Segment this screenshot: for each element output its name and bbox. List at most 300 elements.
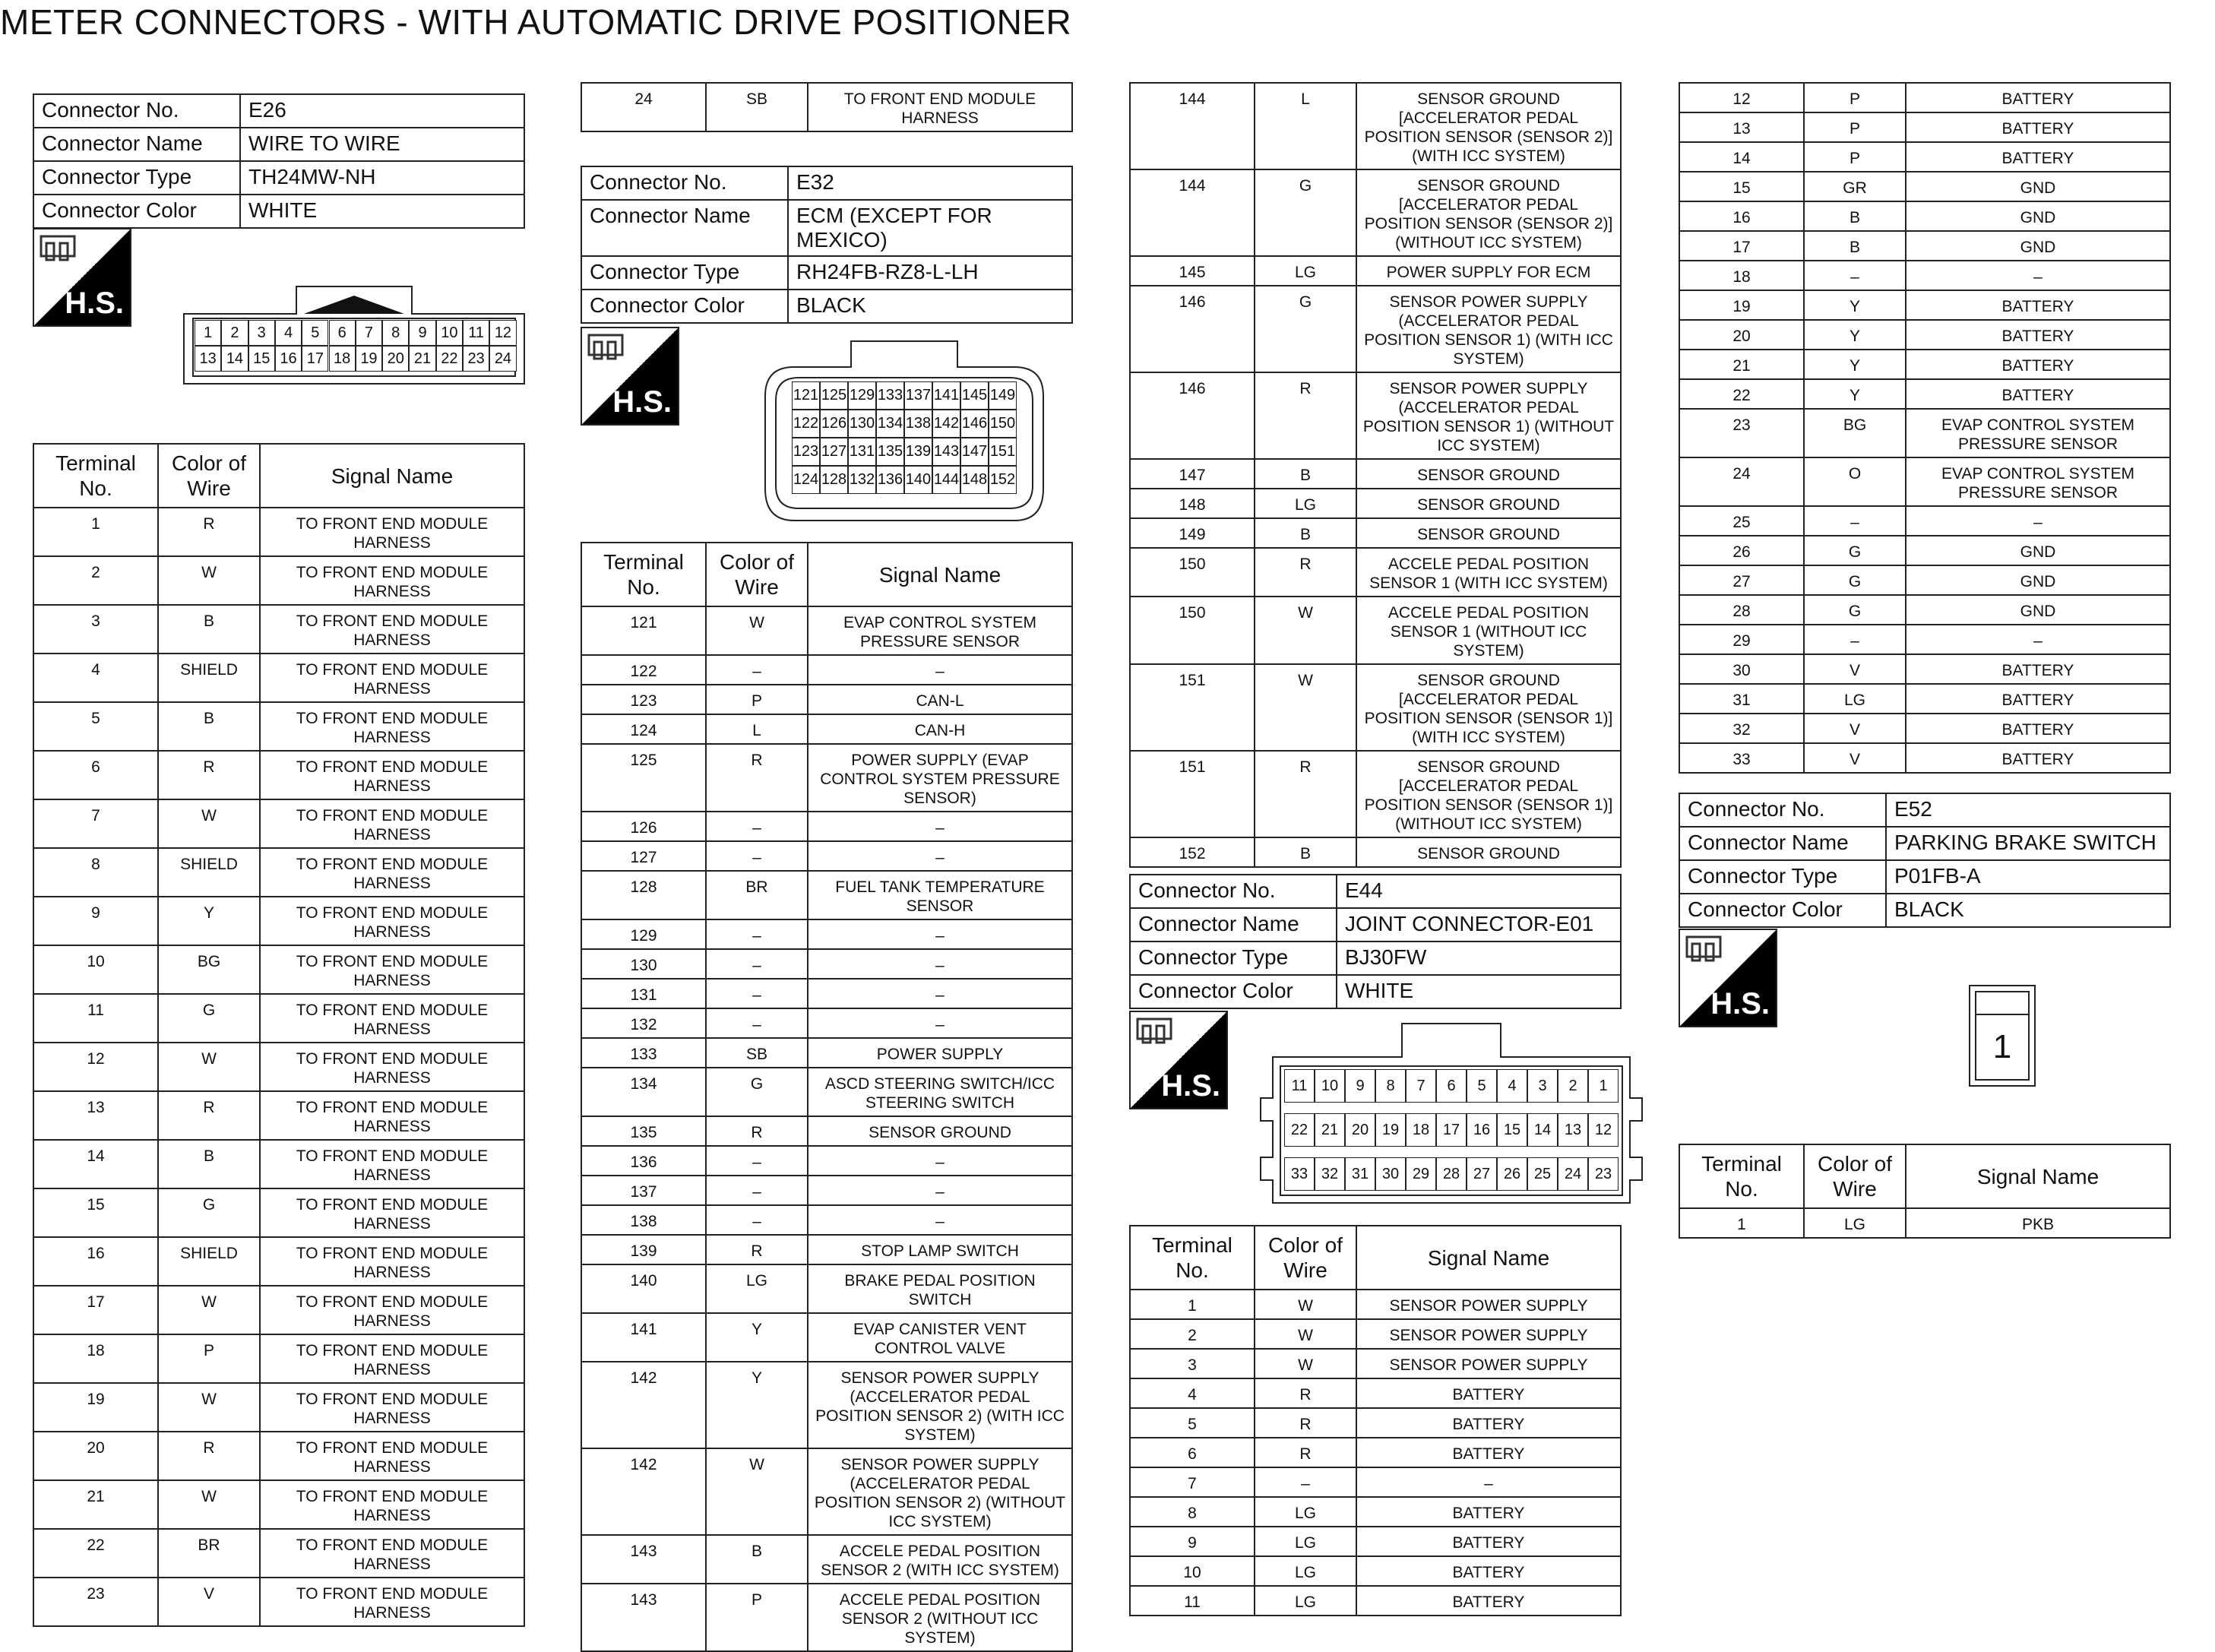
connector-pin: 31 — [1345, 1157, 1375, 1191]
wire-color-cell: P — [1804, 112, 1906, 142]
wire-color-cell: SB — [706, 1038, 808, 1068]
connector-pin: 150 — [989, 410, 1017, 438]
wire-color-cell: L — [1255, 83, 1356, 169]
table-row — [1679, 290, 2170, 320]
wire-color-cell: R — [1255, 1408, 1356, 1438]
connector-pin: 144 — [932, 466, 960, 494]
connector-pin: 10 — [436, 320, 463, 346]
table-row — [1679, 506, 2170, 536]
signal-name-cell: TO FRONT END MODULE HARNESS — [260, 1237, 524, 1286]
wire-color-cell: G — [1804, 595, 1906, 625]
connector-pin: 16 — [275, 346, 302, 372]
terminal-no-cell: 24 — [581, 83, 706, 131]
wire-color-cell: Y — [1804, 350, 1906, 379]
table-row — [1130, 1319, 1621, 1349]
signal-name-cell: SENSOR GROUND — [1356, 518, 1621, 548]
table-row — [1679, 201, 2170, 231]
connector-pin: 11 — [1284, 1069, 1315, 1103]
table-row — [1679, 83, 2170, 112]
signal-name-cell: SENSOR GROUND [ACCELERATOR PEDAL POSITION SENSOR (SENSOR 2)] (WITH ICC SYSTEM) — [1356, 83, 1621, 169]
table-row — [1130, 1438, 1621, 1467]
wire-color-cell: V — [1804, 743, 1906, 773]
connector-pin: 10 — [1315, 1069, 1345, 1103]
signal-name-cell: EVAP CANISTER VENT CONTROL VALVE — [808, 1313, 1072, 1362]
terminal-no-cell: 4 — [33, 654, 158, 702]
header-terminal-no: Terminal No. — [581, 543, 706, 606]
signal-name-cell: SENSOR POWER SUPPLY (ACCELERATOR PEDAL POSITION SENSOR 2) (WITH ICC SYSTEM) — [808, 1362, 1072, 1448]
terminal-no-cell: 143 — [581, 1584, 706, 1651]
wire-color-cell: W — [158, 1286, 260, 1334]
wire-color-cell: G — [158, 1188, 260, 1237]
table-row — [581, 871, 1072, 919]
terminal-no-cell: 137 — [581, 1176, 706, 1205]
signal-name-cell: PKB — [1906, 1208, 2170, 1238]
terminal-no-cell: 8 — [33, 848, 158, 897]
connector-pin: 132 — [848, 466, 876, 494]
header-terminal-no: Terminal No. — [33, 444, 158, 508]
signal-name-cell: BATTERY — [1906, 714, 2170, 743]
connector-pin: 125 — [820, 381, 848, 410]
wire-color-cell: B — [158, 605, 260, 654]
terminal-table-e32-continued — [1129, 82, 1622, 868]
hs-badge — [1129, 1011, 1228, 1109]
table-row — [1130, 83, 1621, 169]
connector-no-value: E32 — [788, 166, 1072, 200]
signal-name-cell: CAN-L — [808, 685, 1072, 714]
connector-pin: 4 — [275, 320, 302, 346]
terminal-table-e26 — [33, 443, 525, 1627]
signal-name-cell: – — [808, 841, 1072, 871]
terminal-no-cell: 5 — [33, 702, 158, 751]
connector-pin: 143 — [932, 438, 960, 466]
connector-pin: 1 — [195, 320, 221, 346]
wire-color-cell: B — [1804, 201, 1906, 231]
connector-color-value: BLACK — [788, 290, 1072, 323]
table-row — [1130, 1527, 1621, 1556]
signal-name-cell: GND — [1906, 565, 2170, 595]
connector-pin: 121 — [792, 381, 820, 410]
table-row — [581, 1176, 1072, 1205]
wire-color-cell: W — [158, 1383, 260, 1432]
table-row — [1130, 1290, 1621, 1319]
table-row — [33, 1188, 524, 1237]
label-connector-name: Connector Name — [1130, 908, 1337, 942]
terminal-no-cell: 21 — [1679, 350, 1804, 379]
signal-name-cell: – — [808, 979, 1072, 1008]
table-row — [1130, 1349, 1621, 1378]
signal-name-cell: ACCELE PEDAL POSITION SENSOR 1 (WITH ICC SYSTEM) — [1356, 548, 1621, 597]
signal-name-cell: SENSOR POWER SUPPLY — [1356, 1349, 1621, 1378]
wire-color-cell: G — [1804, 536, 1906, 565]
table-row — [581, 1068, 1072, 1116]
signal-name-cell: SENSOR POWER SUPPLY (ACCELERATOR PEDAL POSITION SENSOR 1) (WITH ICC SYSTEM) — [1356, 286, 1621, 372]
table-row — [581, 812, 1072, 841]
connector-pin: 14 — [1527, 1113, 1558, 1147]
table-row — [1130, 286, 1621, 372]
signal-name-cell: BATTERY — [1906, 142, 2170, 172]
connector-pin: 21 — [409, 346, 435, 372]
signal-name-cell: BATTERY — [1356, 1497, 1621, 1527]
connector-pin: 24 — [1558, 1157, 1588, 1191]
connector-pin: 3 — [1527, 1069, 1558, 1103]
terminal-no-cell: 25 — [1679, 506, 1804, 536]
label-connector-no: Connector No. — [1679, 793, 1886, 827]
wire-color-cell: – — [706, 979, 808, 1008]
connector-pin: 23 — [463, 346, 489, 372]
terminal-no-cell: 145 — [1130, 256, 1255, 286]
table-row — [1679, 743, 2170, 773]
connector-pin: 23 — [1588, 1157, 1619, 1191]
connector-pin: 12 — [1588, 1113, 1619, 1147]
table-row — [1679, 684, 2170, 714]
table-row — [33, 751, 524, 799]
connector-pin: 6 — [329, 320, 356, 346]
terminal-no-cell: 144 — [1130, 83, 1255, 169]
terminal-no-cell: 138 — [581, 1205, 706, 1235]
table-row — [1130, 1586, 1621, 1616]
connector-pin: 5 — [1467, 1069, 1497, 1103]
signal-name-cell: POWER SUPPLY (EVAP CONTROL SYSTEM PRESSURE SENSOR) — [808, 744, 1072, 812]
terminal-no-cell: 122 — [581, 655, 706, 685]
wire-color-cell: GR — [1804, 172, 1906, 201]
wire-color-cell: – — [706, 1176, 808, 1205]
connector-no-value: E52 — [1886, 793, 2170, 827]
connector-pin: 12 — [489, 320, 516, 346]
signal-name-cell: ACCELE PEDAL POSITION SENSOR 2 (WITHOUT ICC SYSTEM) — [808, 1584, 1072, 1651]
terminal-no-cell: 10 — [33, 945, 158, 994]
wire-color-cell: SB — [706, 83, 808, 131]
terminal-table-e44-continued — [1679, 82, 2171, 774]
wire-color-cell: LG — [1255, 489, 1356, 518]
wire-color-cell: Y — [706, 1362, 808, 1448]
terminal-no-cell: 22 — [33, 1529, 158, 1578]
connector-icon — [1135, 1017, 1179, 1049]
signal-name-cell: TO FRONT END MODULE HARNESS — [260, 508, 524, 556]
connector-pin: 7 — [356, 320, 382, 346]
wire-color-cell: W — [158, 1043, 260, 1091]
connector-pin: 5 — [302, 320, 328, 346]
signal-name-cell: FUEL TANK TEMPERATURE SENSOR — [808, 871, 1072, 919]
connector-info-e26 — [33, 93, 525, 229]
signal-name-cell: BATTERY — [1906, 743, 2170, 773]
wire-color-cell: R — [158, 508, 260, 556]
label-connector-no: Connector No. — [581, 166, 788, 200]
terminal-no-cell: 1 — [1130, 1290, 1255, 1319]
table-row — [33, 897, 524, 945]
terminal-no-cell: 29 — [1679, 625, 1804, 654]
terminal-no-cell: 132 — [581, 1008, 706, 1038]
signal-name-cell: BATTERY — [1906, 379, 2170, 409]
signal-name-cell: EVAP CONTROL SYSTEM PRESSURE SENSOR — [1906, 409, 2170, 457]
table-row — [1130, 1556, 1621, 1586]
connector-face-e32 — [764, 340, 1045, 522]
terminal-no-cell: 12 — [33, 1043, 158, 1091]
connector-pin: 1 — [1588, 1069, 1619, 1103]
connector-name-value: ECM (EXCEPT FOR MEXICO) — [788, 200, 1072, 256]
wire-color-cell: Y — [1804, 379, 1906, 409]
connector-type-value: P01FB-A — [1886, 860, 2170, 894]
table-row — [581, 606, 1072, 655]
connector-pin: 126 — [820, 410, 848, 438]
connector-pin: 30 — [1375, 1157, 1406, 1191]
wire-color-cell: B — [1255, 459, 1356, 489]
terminal-no-cell: 20 — [1679, 320, 1804, 350]
connector-pin: 19 — [356, 346, 382, 372]
terminal-no-cell: 12 — [1679, 83, 1804, 112]
signal-name-cell: TO FRONT END MODULE HARNESS — [808, 83, 1072, 131]
wire-color-cell: P — [1804, 142, 1906, 172]
signal-name-cell: TO FRONT END MODULE HARNESS — [260, 702, 524, 751]
table-row — [581, 919, 1072, 949]
label-connector-type: Connector Type — [1679, 860, 1886, 894]
terminal-no-cell: 17 — [33, 1286, 158, 1334]
table-row — [1679, 142, 2170, 172]
signal-name-cell: BATTERY — [1906, 654, 2170, 684]
terminal-no-cell: 11 — [1130, 1586, 1255, 1616]
wire-color-cell: LG — [1255, 256, 1356, 286]
label-connector-type: Connector Type — [33, 161, 240, 195]
terminal-no-cell: 135 — [581, 1116, 706, 1146]
signal-name-cell: BATTERY — [1906, 320, 2170, 350]
terminal-no-cell: 5 — [1130, 1408, 1255, 1438]
terminal-no-cell: 133 — [581, 1038, 706, 1068]
signal-name-cell: TO FRONT END MODULE HARNESS — [260, 1140, 524, 1188]
connector-pin: 15 — [1497, 1113, 1527, 1147]
table-row — [581, 1264, 1072, 1313]
connector-pin: 20 — [382, 346, 409, 372]
table-row — [33, 556, 524, 605]
terminal-no-cell: 11 — [33, 994, 158, 1043]
terminal-no-cell: 10 — [1130, 1556, 1255, 1586]
page-title: METER CONNECTORS - WITH AUTOMATIC DRIVE POSITIONER — [0, 2, 1072, 42]
wire-color-cell: Y — [1804, 290, 1906, 320]
label-connector-name: Connector Name — [581, 200, 788, 256]
connector-name-value: PARKING BRAKE SWITCH — [1886, 827, 2170, 860]
signal-name-cell: GND — [1906, 231, 2170, 261]
wire-color-cell: SHIELD — [158, 848, 260, 897]
wire-color-cell: LG — [706, 1264, 808, 1313]
label-connector-name: Connector Name — [33, 128, 240, 161]
signal-name-cell: GND — [1906, 595, 2170, 625]
connector-pin: 18 — [329, 346, 356, 372]
terminal-no-cell: 7 — [1130, 1467, 1255, 1497]
connector-pin: 3 — [248, 320, 275, 346]
table-row — [1679, 595, 2170, 625]
terminal-no-cell: 1 — [33, 508, 158, 556]
table-row — [581, 1448, 1072, 1535]
terminal-no-cell: 128 — [581, 871, 706, 919]
hs-label: H.S. — [612, 385, 672, 419]
label-connector-color: Connector Color — [581, 290, 788, 323]
terminal-no-cell: 142 — [581, 1448, 706, 1535]
signal-name-cell: TO FRONT END MODULE HARNESS — [260, 605, 524, 654]
terminal-no-cell: 146 — [1130, 286, 1255, 372]
header-color-of-wire: Color of Wire — [706, 543, 808, 606]
signal-name-cell: BATTERY — [1356, 1586, 1621, 1616]
table-row — [1130, 169, 1621, 256]
signal-name-cell: SENSOR GROUND [ACCELERATOR PEDAL POSITION SENSOR (SENSOR 1)] (WITH ICC SYSTEM) — [1356, 664, 1621, 751]
signal-name-cell: – — [1906, 625, 2170, 654]
connector-name-value: WIRE TO WIRE — [240, 128, 524, 161]
connector-icon — [39, 234, 83, 266]
terminal-no-cell: 16 — [1679, 201, 1804, 231]
table-row — [1130, 1408, 1621, 1438]
wire-color-cell: B — [706, 1535, 808, 1584]
connector-face-e26 — [182, 285, 526, 385]
terminal-no-cell: 123 — [581, 685, 706, 714]
terminal-no-cell: 8 — [1130, 1497, 1255, 1527]
table-row — [33, 994, 524, 1043]
connector-pin: 142 — [932, 410, 960, 438]
terminal-no-cell: 30 — [1679, 654, 1804, 684]
signal-name-cell: EVAP CONTROL SYSTEM PRESSURE SENSOR — [808, 606, 1072, 655]
connector-pin: 8 — [1375, 1069, 1406, 1103]
table-row — [581, 1235, 1072, 1264]
table-row — [1679, 1208, 2170, 1238]
table-row — [581, 655, 1072, 685]
terminal-no-cell: 124 — [581, 714, 706, 744]
connector-color-value: WHITE — [240, 195, 524, 228]
table-row — [1130, 372, 1621, 459]
connector-pin: 123 — [792, 438, 820, 466]
connector-pin: 2 — [1558, 1069, 1588, 1103]
header-signal-name: Signal Name — [1356, 1226, 1621, 1290]
signal-name-cell: TO FRONT END MODULE HARNESS — [260, 1286, 524, 1334]
terminal-no-cell: 136 — [581, 1146, 706, 1176]
signal-name-cell: TO FRONT END MODULE HARNESS — [260, 751, 524, 799]
wire-color-cell: Y — [706, 1313, 808, 1362]
wire-color-cell: LG — [1255, 1527, 1356, 1556]
table-row — [33, 1091, 524, 1140]
terminal-no-cell: 9 — [33, 897, 158, 945]
signal-name-cell: – — [808, 949, 1072, 979]
table-row — [581, 1116, 1072, 1146]
wire-color-cell: B — [158, 702, 260, 751]
signal-name-cell: TO FRONT END MODULE HARNESS — [260, 1188, 524, 1237]
wire-color-cell: W — [158, 1480, 260, 1529]
table-row — [1130, 256, 1621, 286]
header-terminal-no: Terminal No. — [1679, 1144, 1804, 1208]
terminal-no-cell: 134 — [581, 1068, 706, 1116]
header-signal-name: Signal Name — [260, 444, 524, 508]
connector-pin: 22 — [1284, 1113, 1315, 1147]
terminal-no-cell: 13 — [1679, 112, 1804, 142]
terminal-no-cell: 19 — [1679, 290, 1804, 320]
connector-pin: 133 — [876, 381, 904, 410]
connector-pin: 33 — [1284, 1157, 1315, 1191]
table-row — [1130, 664, 1621, 751]
signal-name-cell: EVAP CONTROL SYSTEM PRESSURE SENSOR — [1906, 457, 2170, 506]
connector-pin: 7 — [1406, 1069, 1436, 1103]
wire-color-cell: – — [1804, 261, 1906, 290]
wire-color-cell: G — [706, 1068, 808, 1116]
table-row — [1679, 172, 2170, 201]
terminal-no-cell: 16 — [33, 1237, 158, 1286]
hs-label: H.S. — [1161, 1069, 1220, 1103]
signal-name-cell: SENSOR POWER SUPPLY (ACCELERATOR PEDAL POSITION SENSOR 2) (WITHOUT ICC SYSTEM) — [808, 1448, 1072, 1535]
connector-pin: 25 — [1527, 1157, 1558, 1191]
terminal-no-cell: 9 — [1130, 1527, 1255, 1556]
signal-name-cell: GND — [1906, 201, 2170, 231]
wire-color-cell: LG — [1255, 1586, 1356, 1616]
terminal-no-cell: 2 — [1130, 1319, 1255, 1349]
connector-pin: 15 — [248, 346, 275, 372]
connector-pin: 14 — [221, 346, 248, 372]
table-row — [33, 605, 524, 654]
signal-name-cell: TO FRONT END MODULE HARNESS — [260, 1578, 524, 1626]
table-row — [33, 1237, 524, 1286]
terminal-no-cell: 19 — [33, 1383, 158, 1432]
wire-color-cell: – — [706, 1146, 808, 1176]
hs-label: H.S. — [1710, 987, 1770, 1021]
wire-color-cell: P — [158, 1334, 260, 1383]
label-connector-color: Connector Color — [33, 195, 240, 228]
wire-color-cell: L — [706, 714, 808, 744]
connector-type-value: RH24FB-RZ8-L-LH — [788, 256, 1072, 290]
table-row — [1679, 231, 2170, 261]
signal-name-cell: SENSOR GROUND — [1356, 459, 1621, 489]
wire-color-cell: R — [1255, 548, 1356, 597]
terminal-no-cell: 20 — [33, 1432, 158, 1480]
wire-color-cell: – — [706, 655, 808, 685]
signal-name-cell: GND — [1906, 536, 2170, 565]
wire-color-cell: G — [158, 994, 260, 1043]
header-color-of-wire: Color of Wire — [158, 444, 260, 508]
table-row — [1130, 548, 1621, 597]
signal-name-cell: STOP LAMP SWITCH — [808, 1235, 1072, 1264]
connector-face-e44 — [1258, 1022, 1645, 1204]
terminal-no-cell: 150 — [1130, 597, 1255, 664]
header-signal-name: Signal Name — [1906, 1144, 2170, 1208]
wire-color-cell: P — [706, 1584, 808, 1651]
connector-pin: 9 — [1345, 1069, 1375, 1103]
wire-color-cell: R — [1255, 372, 1356, 459]
wire-color-cell: R — [1255, 751, 1356, 837]
wire-color-cell: R — [158, 1432, 260, 1480]
terminal-no-cell: 141 — [581, 1313, 706, 1362]
wire-color-cell: G — [1255, 169, 1356, 256]
table-row — [1679, 112, 2170, 142]
signal-name-cell: – — [808, 1146, 1072, 1176]
terminal-no-cell: 125 — [581, 744, 706, 812]
signal-name-cell: ACCELE PEDAL POSITION SENSOR 2 (WITH ICC SYSTEM) — [808, 1535, 1072, 1584]
table-row — [1679, 714, 2170, 743]
signal-name-cell: TO FRONT END MODULE HARNESS — [260, 1529, 524, 1578]
connector-icon — [1685, 935, 1729, 967]
wire-color-cell: W — [706, 606, 808, 655]
connector-pin: 129 — [848, 381, 876, 410]
connector-pin: 17 — [1436, 1113, 1467, 1147]
signal-name-cell: SENSOR POWER SUPPLY (ACCELERATOR PEDAL POSITION SENSOR 1) (WITHOUT ICC SYSTEM) — [1356, 372, 1621, 459]
terminal-no-cell: 23 — [33, 1578, 158, 1626]
connector-pin: 124 — [792, 466, 820, 494]
table-row — [33, 1286, 524, 1334]
terminal-no-cell: 1 — [1679, 1208, 1804, 1238]
wire-color-cell: LG — [1804, 1208, 1906, 1238]
signal-name-cell: SENSOR POWER SUPPLY — [1356, 1319, 1621, 1349]
wire-color-cell: – — [706, 919, 808, 949]
wire-color-cell: BG — [158, 945, 260, 994]
connector-color-value: BLACK — [1886, 894, 2170, 927]
signal-name-cell: BATTERY — [1906, 83, 2170, 112]
signal-name-cell: – — [808, 919, 1072, 949]
signal-name-cell: BATTERY — [1906, 350, 2170, 379]
connector-pin: 11 — [463, 320, 489, 346]
connector-pin: 152 — [989, 466, 1017, 494]
wire-color-cell: R — [706, 1116, 808, 1146]
wire-color-cell: R — [158, 751, 260, 799]
wire-color-cell: V — [1804, 654, 1906, 684]
